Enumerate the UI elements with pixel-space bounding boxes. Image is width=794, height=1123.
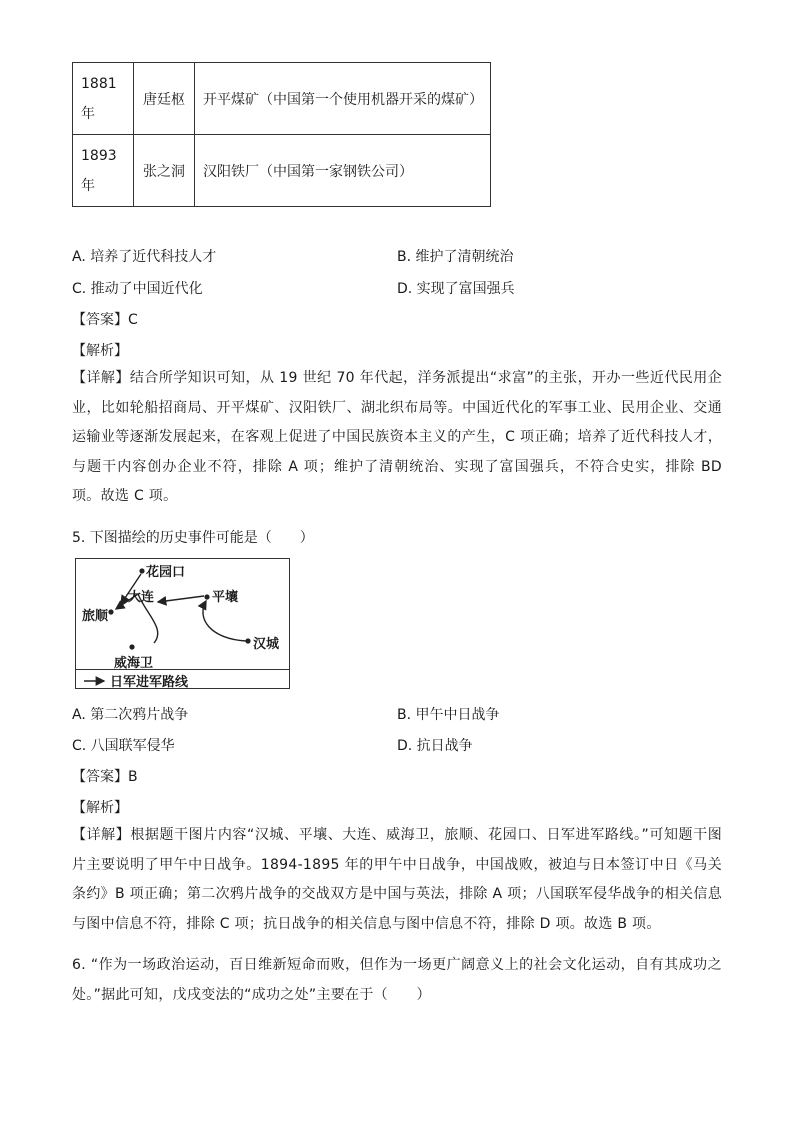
place-lushun: 旅顺 [82,609,109,624]
q5-detail: 【详解】根据题干图片内容“汉城、平壤、大连、威海卫，旅顺、花园口、日军进军路线。”可知题干图片主要说明了甲午中日战争。1894-1895 年的甲午中日战争，中国战败，被迫与日本签订中日《马关条约》B 项正确；第二次鸦片战争的交战双方是中国与英法，排除 A 项；八国联军侵华战争的相关信息与图中信息不符，排除 C 项；抗日战争的相关信息与图中信息不符，排除 D 项。故选 B 项。 [72,827,722,932]
q5-option-a: A. 第二次鸦片战争 [72,707,189,723]
q4-analysis-label: 【解析】 [72,343,128,359]
map-legend [76,669,289,688]
route-pingrang-dalian [158,596,204,602]
q4-option-c: C. 推动了中国近代化 [72,281,203,297]
q4-answer: 【答案】C [72,312,138,328]
place-weihaiwei: 威海卫 [114,656,154,671]
route-hancheng-pingrang [203,601,246,641]
table-cell-event: 开平煤矿（中国第一个使用机器开采的煤矿） [195,63,491,135]
table-cell-year: 1893 年 [73,135,134,207]
dot-lushun [108,609,113,614]
route-map [75,558,290,689]
dot-pingrang [204,594,209,599]
place-huayuankou: 花园口 [146,565,186,580]
legend-label: 日军进军路线 [110,675,189,690]
q4-option-b: B. 维护了清朝统治 [397,249,514,265]
q4-option-d: D. 实现了富国强兵 [397,281,515,297]
enterprise-table [72,62,491,207]
q5-option-c: C. 八国联军侵华 [72,738,175,754]
table-row [73,63,491,135]
table-cell-year: 1881 年 [73,63,134,135]
q6-stem: 6. “作为一场政治运动，百日维新短命而败，但作为一场更广阔意义上的社会文化运动，自有其成功之处。”据此可知，戊戌变法的“成功之处”主要在于（ ） [72,957,722,1003]
dot-huayuankou [139,568,144,573]
dot-hancheng [245,638,250,643]
place-hancheng: 汉城 [253,637,280,652]
q4-detail: 【详解】结合所学知识可知，从 19 世纪 70 年代起，洋务派提出“求富”的主张，开办一些近代民用企业，比如轮船招商局、开平煤矿、汉阳铁厂、湖北织布局等。中国近代化的军事工业、民用企业、交通运输业等逐渐发展起来，在客观上促进了中国民族资本主义的产生，C 项正确；培养了近代科技人才，与题干内容创办企业不符，排除 A 项；维护了清朝统治、实现了富国强兵，不符合史实，排除 BD 项。故选 C 项。 [72,370,722,504]
place-pingrang: 平壤 [212,590,239,605]
place-dalian: 大连 [128,590,155,605]
q5-stem: 5. 下图描绘的历史事件可能是（ ） [72,530,314,546]
route-arrows [116,574,246,643]
table-row [73,135,491,207]
q4-option-a: A. 培养了近代科技人才 [72,249,217,265]
table-cell-person: 唐廷枢 [134,63,195,135]
dot-weihaiwei [129,644,134,649]
q5-answer: 【答案】B [72,769,138,785]
q5-option-d: D. 抗日战争 [397,738,473,754]
table-cell-event: 汉阳铁厂（中国第一家钢铁公司） [195,135,491,207]
q5-analysis-label: 【解析】 [72,800,128,816]
table-cell-person: 张之洞 [134,135,195,207]
q5-option-b: B. 甲午中日战争 [397,707,500,723]
